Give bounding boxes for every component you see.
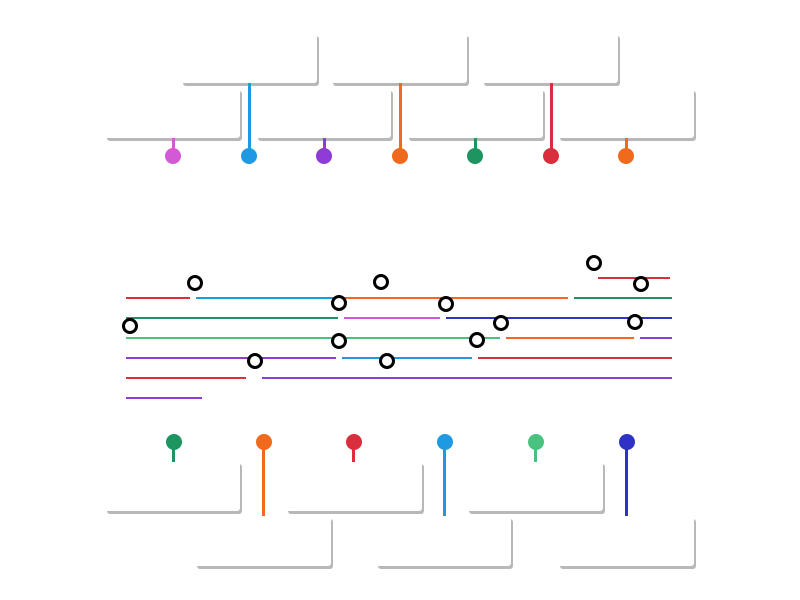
bottom-connector-6	[625, 448, 628, 516]
bottom-connector-2	[262, 448, 265, 516]
top-pin-5[interactable]	[467, 148, 483, 164]
top-label-4[interactable]	[331, 33, 467, 83]
drop-target-5[interactable]	[331, 295, 347, 311]
bottom-label-6[interactable]	[558, 516, 694, 566]
drop-target-1[interactable]	[187, 275, 203, 291]
underline	[344, 317, 440, 319]
drop-target-3[interactable]	[586, 255, 602, 271]
top-connector-2	[248, 83, 251, 150]
bottom-label-3[interactable]	[286, 461, 422, 511]
top-pin-1[interactable]	[165, 148, 181, 164]
top-pin-6[interactable]	[543, 148, 559, 164]
bottom-label-2[interactable]	[195, 516, 331, 566]
drop-target-4[interactable]	[633, 276, 649, 292]
bottom-label-5[interactable]	[467, 461, 603, 511]
underline	[342, 357, 472, 359]
underline	[640, 337, 672, 339]
bottom-connector-3	[352, 448, 355, 462]
top-label-2[interactable]	[181, 33, 317, 83]
drop-target-6[interactable]	[438, 296, 454, 312]
drop-target-2[interactable]	[373, 274, 389, 290]
top-label-5[interactable]	[407, 88, 543, 138]
drop-target-10[interactable]	[331, 333, 347, 349]
top-label-6[interactable]	[482, 33, 618, 83]
underline	[262, 377, 672, 379]
drop-target-8[interactable]	[493, 315, 509, 331]
top-pin-7[interactable]	[618, 148, 634, 164]
top-pin-3[interactable]	[316, 148, 332, 164]
top-connector-4	[399, 83, 402, 150]
bottom-connector-4	[443, 448, 446, 516]
underline	[126, 397, 202, 399]
underline	[478, 357, 672, 359]
drop-target-12[interactable]	[247, 353, 263, 369]
drop-target-11[interactable]	[469, 332, 485, 348]
top-connector-6	[550, 83, 553, 150]
bottom-connector-1	[172, 448, 175, 462]
underline	[126, 357, 336, 359]
top-label-7[interactable]	[558, 88, 694, 138]
underline	[574, 297, 672, 299]
underline	[126, 377, 246, 379]
top-pin-4[interactable]	[392, 148, 408, 164]
drop-target-13[interactable]	[379, 353, 395, 369]
top-label-1[interactable]	[105, 88, 240, 138]
bottom-label-4[interactable]	[376, 516, 511, 566]
underline	[506, 337, 634, 339]
drop-target-7[interactable]	[122, 318, 138, 334]
bottom-connector-5	[534, 448, 537, 462]
top-pin-2[interactable]	[241, 148, 257, 164]
underline	[196, 297, 334, 299]
top-label-3[interactable]	[256, 88, 391, 138]
underline	[126, 297, 190, 299]
bottom-label-1[interactable]	[105, 461, 240, 511]
underline	[126, 337, 500, 339]
underline	[126, 317, 338, 319]
drop-target-9[interactable]	[627, 314, 643, 330]
underline	[340, 297, 568, 299]
